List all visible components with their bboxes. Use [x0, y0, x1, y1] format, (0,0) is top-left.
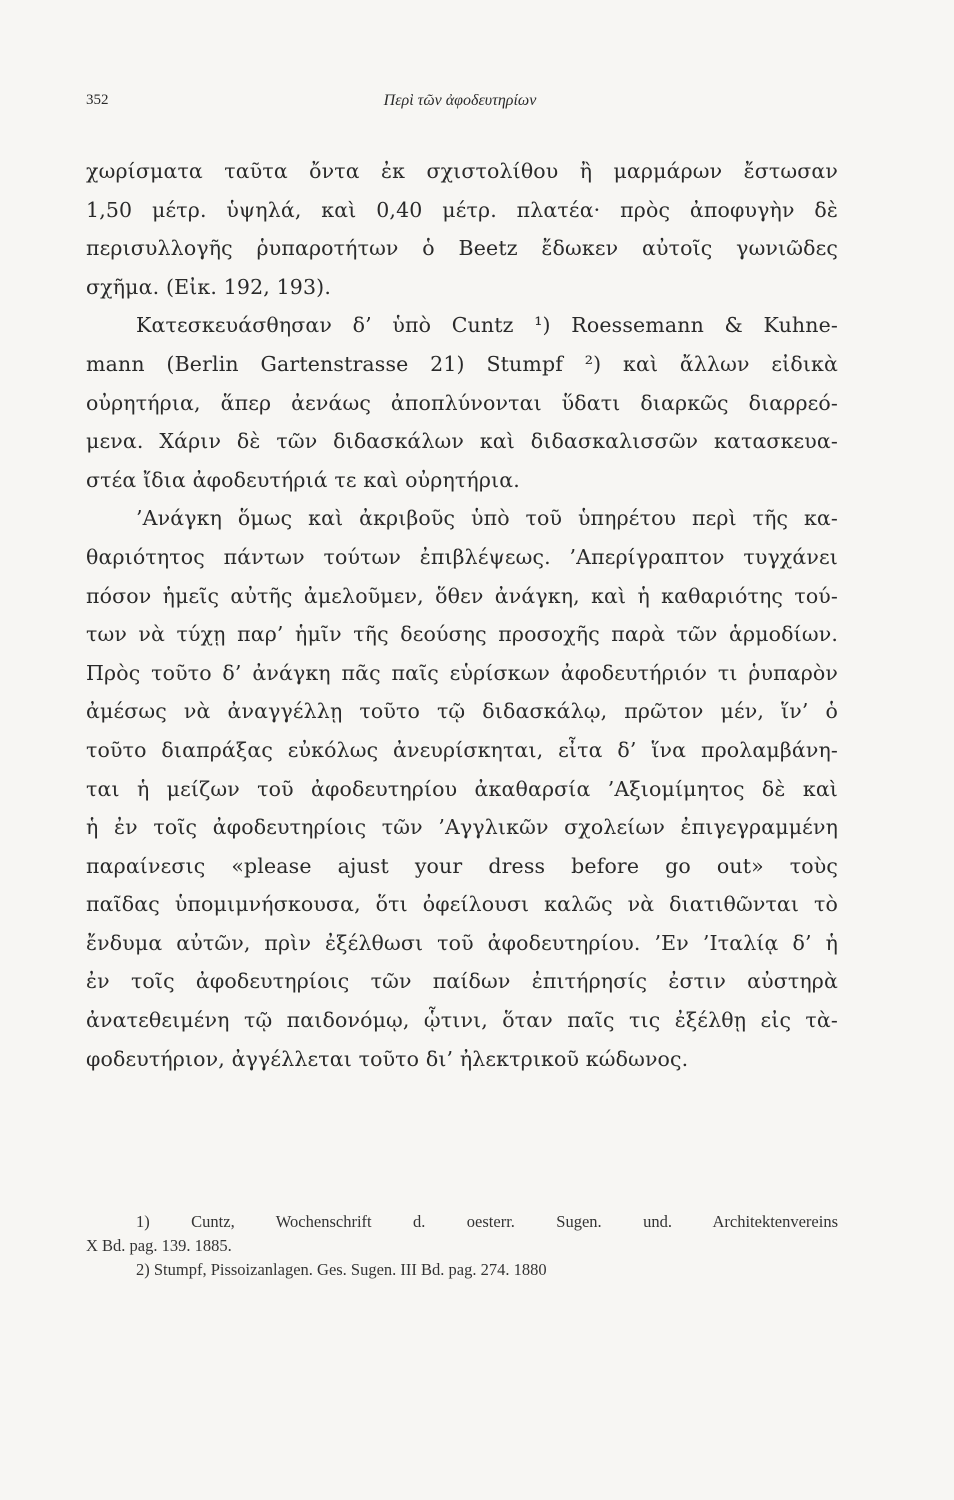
text-line: ἡ ἐν τοῖς ἀφοδευτηρίοις τῶν ’Αγγλικῶν σχολείων ἐπιγεγραμμένη — [86, 815, 838, 840]
body-text — [86, 152, 838, 1078]
page-number: 352 — [86, 92, 109, 108]
text-line: Κατεσκευάσθησαν δ’ ὑπὸ Cuntz ¹) Roessemann & Kuhne- — [136, 313, 838, 338]
text-line: ’Ανάγκη ὅμως καὶ ἀκριβοῦς ὑπὸ τοῦ ὑπηρέτου περὶ τῆς κα- — [136, 506, 838, 531]
text-line: μενα. Χάριν δὲ τῶν διδασκάλων καὶ διδασκαλισσῶν κατασκευα- — [86, 429, 838, 454]
text-line: σχῆμα. (Εἰκ. 192, 193). — [86, 274, 331, 299]
text-line: παραίνεσις «please ajust your dress before go out» τοὺς — [86, 853, 838, 878]
text-line: περισυλλογῆς ῥυπαροτήτων ὁ Beetz ἔδωκεν αὐτοῖς γωνιῶδες — [86, 236, 838, 261]
footnotes — [86, 1210, 838, 1282]
text-line: φοδευτήριον, ἀγγέλλεται τοῦτο δι’ ἠλεκτρικοῦ κώδωνος. — [86, 1046, 689, 1071]
text-line: στέα ἴδια ἀφοδευτήριά τε καὶ οὐρητήρια. — [86, 467, 520, 492]
text-line: τοῦτο διαπράξας εὐκόλως ἀνευρίσκηται, εἶτα δ’ ἵνα προλαμβάνη- — [86, 737, 838, 762]
text-line: παῖδας ὑπομιμνήσκουσα, ὅτι ὀφείλουσι καλῶς νὰ διατιθῶνται τὸ — [86, 892, 838, 917]
text-line: των νὰ τύχῃ παρ’ ἡμῖν τῆς δεούσης προσοχῆς παρὰ τῶν ἁρμοδίων. — [86, 622, 838, 647]
footnote-line: 1) Cuntz, Wochenschrift d. oesterr. Sugen. und. Architektenvereins — [136, 1212, 838, 1231]
text-line: ἀνατεθειμένη τῷ παιδονόμῳ, ᾧτινι, ὅταν παῖς τις ἐξέλθῃ εἰς τὰ- — [86, 1008, 838, 1033]
running-title: Περὶ τῶν ἀφοδευτηρίων — [383, 92, 537, 109]
text-line: mann (Berlin Gartenstrasse 21) Stumpf ²) καὶ ἄλλων εἰδικὰ — [86, 351, 838, 376]
footnote-line: X Bd. pag. 139. 1885. — [86, 1236, 232, 1255]
text-line: οὐρητήρια, ἅπερ ἀενάως ἀποπλύνονται ὕδατι διαρκῶς διαρρεό- — [86, 390, 838, 415]
text-line: ται ἡ μείζων τοῦ ἀφοδευτηρίου ἀκαθαρσία ’Αξιομίμητος δὲ καὶ — [86, 776, 838, 801]
footnote-line: 2) Stumpf, Pissoizanlagen. Ges. Sugen. III Bd. pag. 274. 1880 — [136, 1260, 547, 1279]
text-line: ἔνδυμα αὐτῶν, πρὶν ἐξέλθωσι τοῦ ἀφοδευτηρίου. ’Εν ’Ιταλίᾳ δ’ ἡ — [86, 930, 838, 955]
page-header — [86, 92, 834, 116]
text-line: θαριότητος πάντων τούτων ἐπιβλέψεως. ’Απερίγραπτον τυγχάνει — [86, 544, 838, 569]
text-line: ἀμέσως νὰ ἀναγγέλλῃ τοῦτο τῷ διδασκάλῳ, πρῶτον μέν, ἵν’ ὁ — [86, 699, 838, 724]
text-line: χωρίσματα ταῦτα ὄντα ἐκ σχιστολίθου ἢ μαρμάρων ἔστωσαν — [86, 159, 838, 183]
text-line: πόσον ἡμεῖς αὐτῆς ἀμελοῦμεν, ὅθεν ἀνάγκη, καὶ ἡ καθαριότης τού- — [86, 583, 838, 608]
text-line: Πρὸς τοῦτο δ’ ἀνάγκη πᾶς παῖς εὑρίσκων ἀφοδευτήριόν τι ῥυπαρὸν — [86, 660, 838, 685]
text-line: ἐν τοῖς ἀφοδευτηρίοις τῶν παίδων ἐπιτήρησίς ἐστιν αὐστηρὰ — [86, 969, 838, 994]
text-line: 1,50 μέτρ. ὑψηλά, καὶ 0,40 μέτρ. πλατέα· πρὸς ἀποφυγὴν δὲ — [86, 197, 838, 222]
